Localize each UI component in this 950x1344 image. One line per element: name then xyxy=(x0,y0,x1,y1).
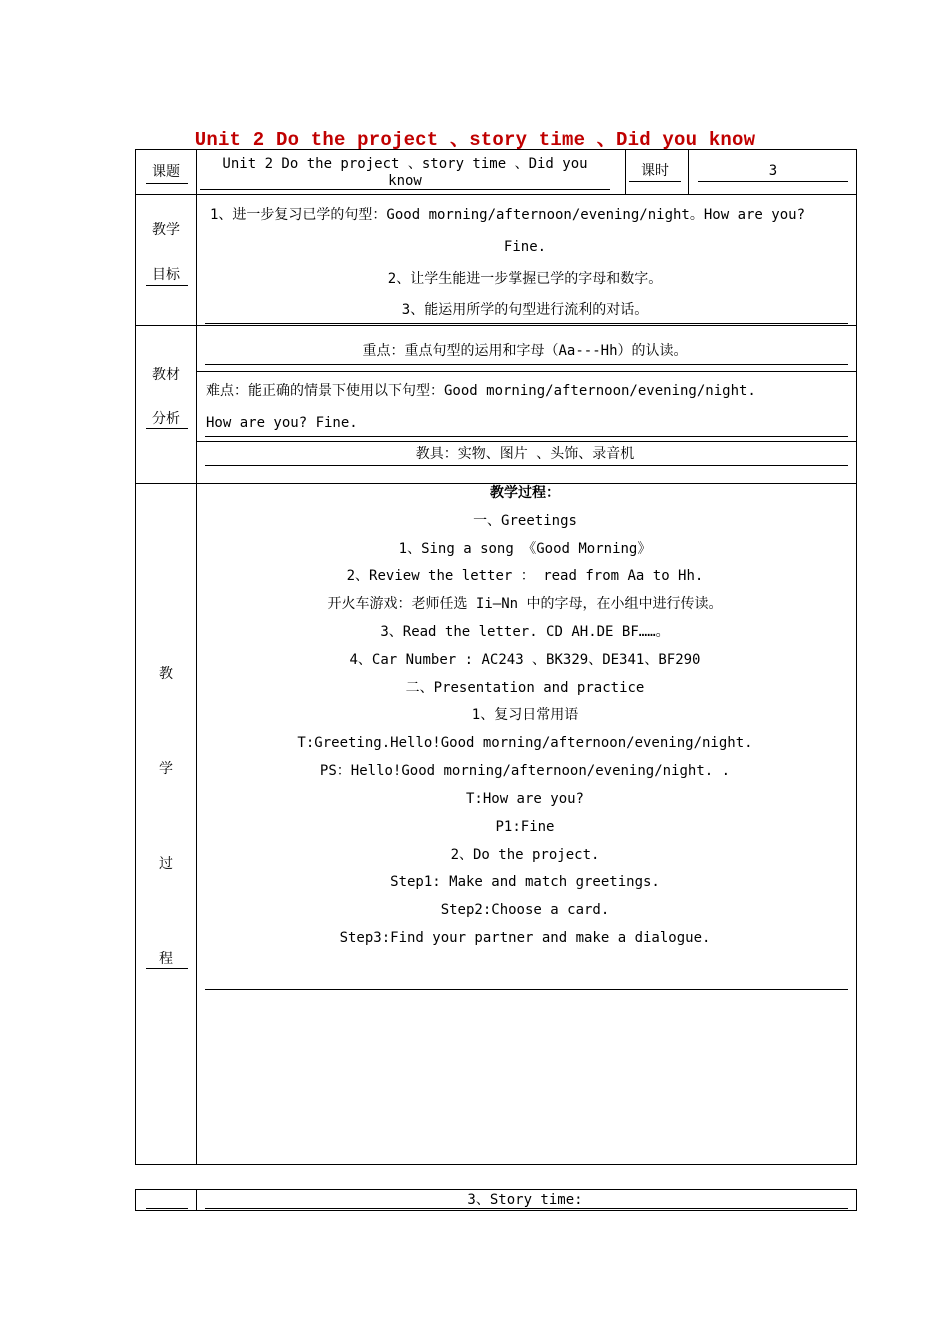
materials-label-1: 教材 xyxy=(152,367,180,383)
topic-value-cont xyxy=(200,172,610,190)
process-line: 2、Do the project. xyxy=(450,847,600,863)
process-line: 开火车游戏：老师任选 Ii—Nn 中的字母，在小组中进行传读。 xyxy=(327,596,723,612)
underline xyxy=(205,436,848,437)
hours-value: 3 xyxy=(768,163,778,179)
underline xyxy=(629,181,681,182)
process-label-char: 学 xyxy=(159,761,173,777)
row-divider xyxy=(135,325,857,326)
process-line: 二、Presentation and practice xyxy=(405,680,645,696)
underline xyxy=(205,323,848,324)
process-line: T:How are you? xyxy=(465,791,584,807)
objective-item: 3、能运用所学的句型进行流利的对话。 xyxy=(401,302,649,318)
process-line: 一、Greetings xyxy=(473,513,577,529)
underline xyxy=(200,189,610,190)
process-line: 1、Sing a song 《Good Morning》 xyxy=(398,541,652,557)
underline xyxy=(146,285,188,286)
row-divider xyxy=(135,194,857,195)
column-divider xyxy=(196,1189,197,1211)
process-label-char: 程 xyxy=(159,951,173,967)
objectives-label-2: 目标 xyxy=(152,267,180,283)
objective-item: 2、让学生能进一步掌握已学的字母和数字。 xyxy=(387,271,663,287)
objective-item: Fine. xyxy=(503,239,547,255)
underline xyxy=(205,989,848,990)
topic-value-line1: Unit 2 Do the project 、story time 、Did you xyxy=(222,156,588,172)
underline xyxy=(146,968,188,969)
underline xyxy=(698,181,848,182)
continuation-line: 3、Story time: xyxy=(467,1192,583,1208)
process-label-char: 过 xyxy=(159,856,173,872)
topic-label: 课题 xyxy=(152,164,180,180)
difficulty-line-2: How are you? Fine. xyxy=(206,415,358,431)
process-line: P1:Fine xyxy=(495,819,555,835)
process-line: 1、复习日常用语 xyxy=(471,707,579,723)
underline xyxy=(205,1208,848,1209)
underline xyxy=(146,428,188,429)
topic-value xyxy=(200,155,610,173)
column-divider xyxy=(196,149,197,1165)
process-heading: 教学过程： xyxy=(490,485,560,501)
process-line: 3、Read the letter. CD AH.DE BF……。 xyxy=(380,624,670,640)
row-divider xyxy=(196,441,857,442)
topic-value-line2: know xyxy=(388,173,422,189)
hours-label: 课时 xyxy=(641,163,669,179)
process-line: 2、Review the letter ： read from Aa to Hh. xyxy=(346,568,704,584)
materials-label-2: 分析 xyxy=(152,411,180,427)
difficulty-line-1: 难点：能正确的情景下使用以下句型：Good morning/afternoon/evening/night. xyxy=(206,383,756,399)
process-line: PS：Hello!Good morning/afternoon/evening/night. . xyxy=(319,763,731,779)
underline xyxy=(205,465,848,466)
process-line: T:Greeting.Hello!Good morning/afternoon/evening/night. xyxy=(297,735,753,751)
underline xyxy=(146,183,188,184)
key-point: 重点：重点句型的运用和字母（Aa---Hh）的认读。 xyxy=(362,343,688,359)
underline xyxy=(146,1208,188,1209)
process-line: Step2:Choose a card. xyxy=(440,902,610,918)
process-label-char: 教 xyxy=(159,666,173,682)
teaching-aids: 教具：实物、图片 、头饰、录音机 xyxy=(415,446,635,462)
page-title: Unit 2 Do the project 、story time 、Did you know xyxy=(194,129,756,151)
process-line: Step1: Make and match greetings. xyxy=(390,874,660,890)
underline xyxy=(205,364,848,365)
process-line: Step3:Find your partner and make a dialogue. xyxy=(339,930,711,946)
column-divider xyxy=(625,149,626,194)
objective-item: 1、进一步复习已学的句型：Good morning/afternoon/evening/night。How are you? xyxy=(210,207,806,223)
row-divider xyxy=(196,371,857,372)
column-divider xyxy=(688,149,689,194)
process-line: 4、Car Number : AC243 、BK329、DE341、BF290 xyxy=(349,652,701,668)
objectives-label-1: 教学 xyxy=(152,222,180,238)
